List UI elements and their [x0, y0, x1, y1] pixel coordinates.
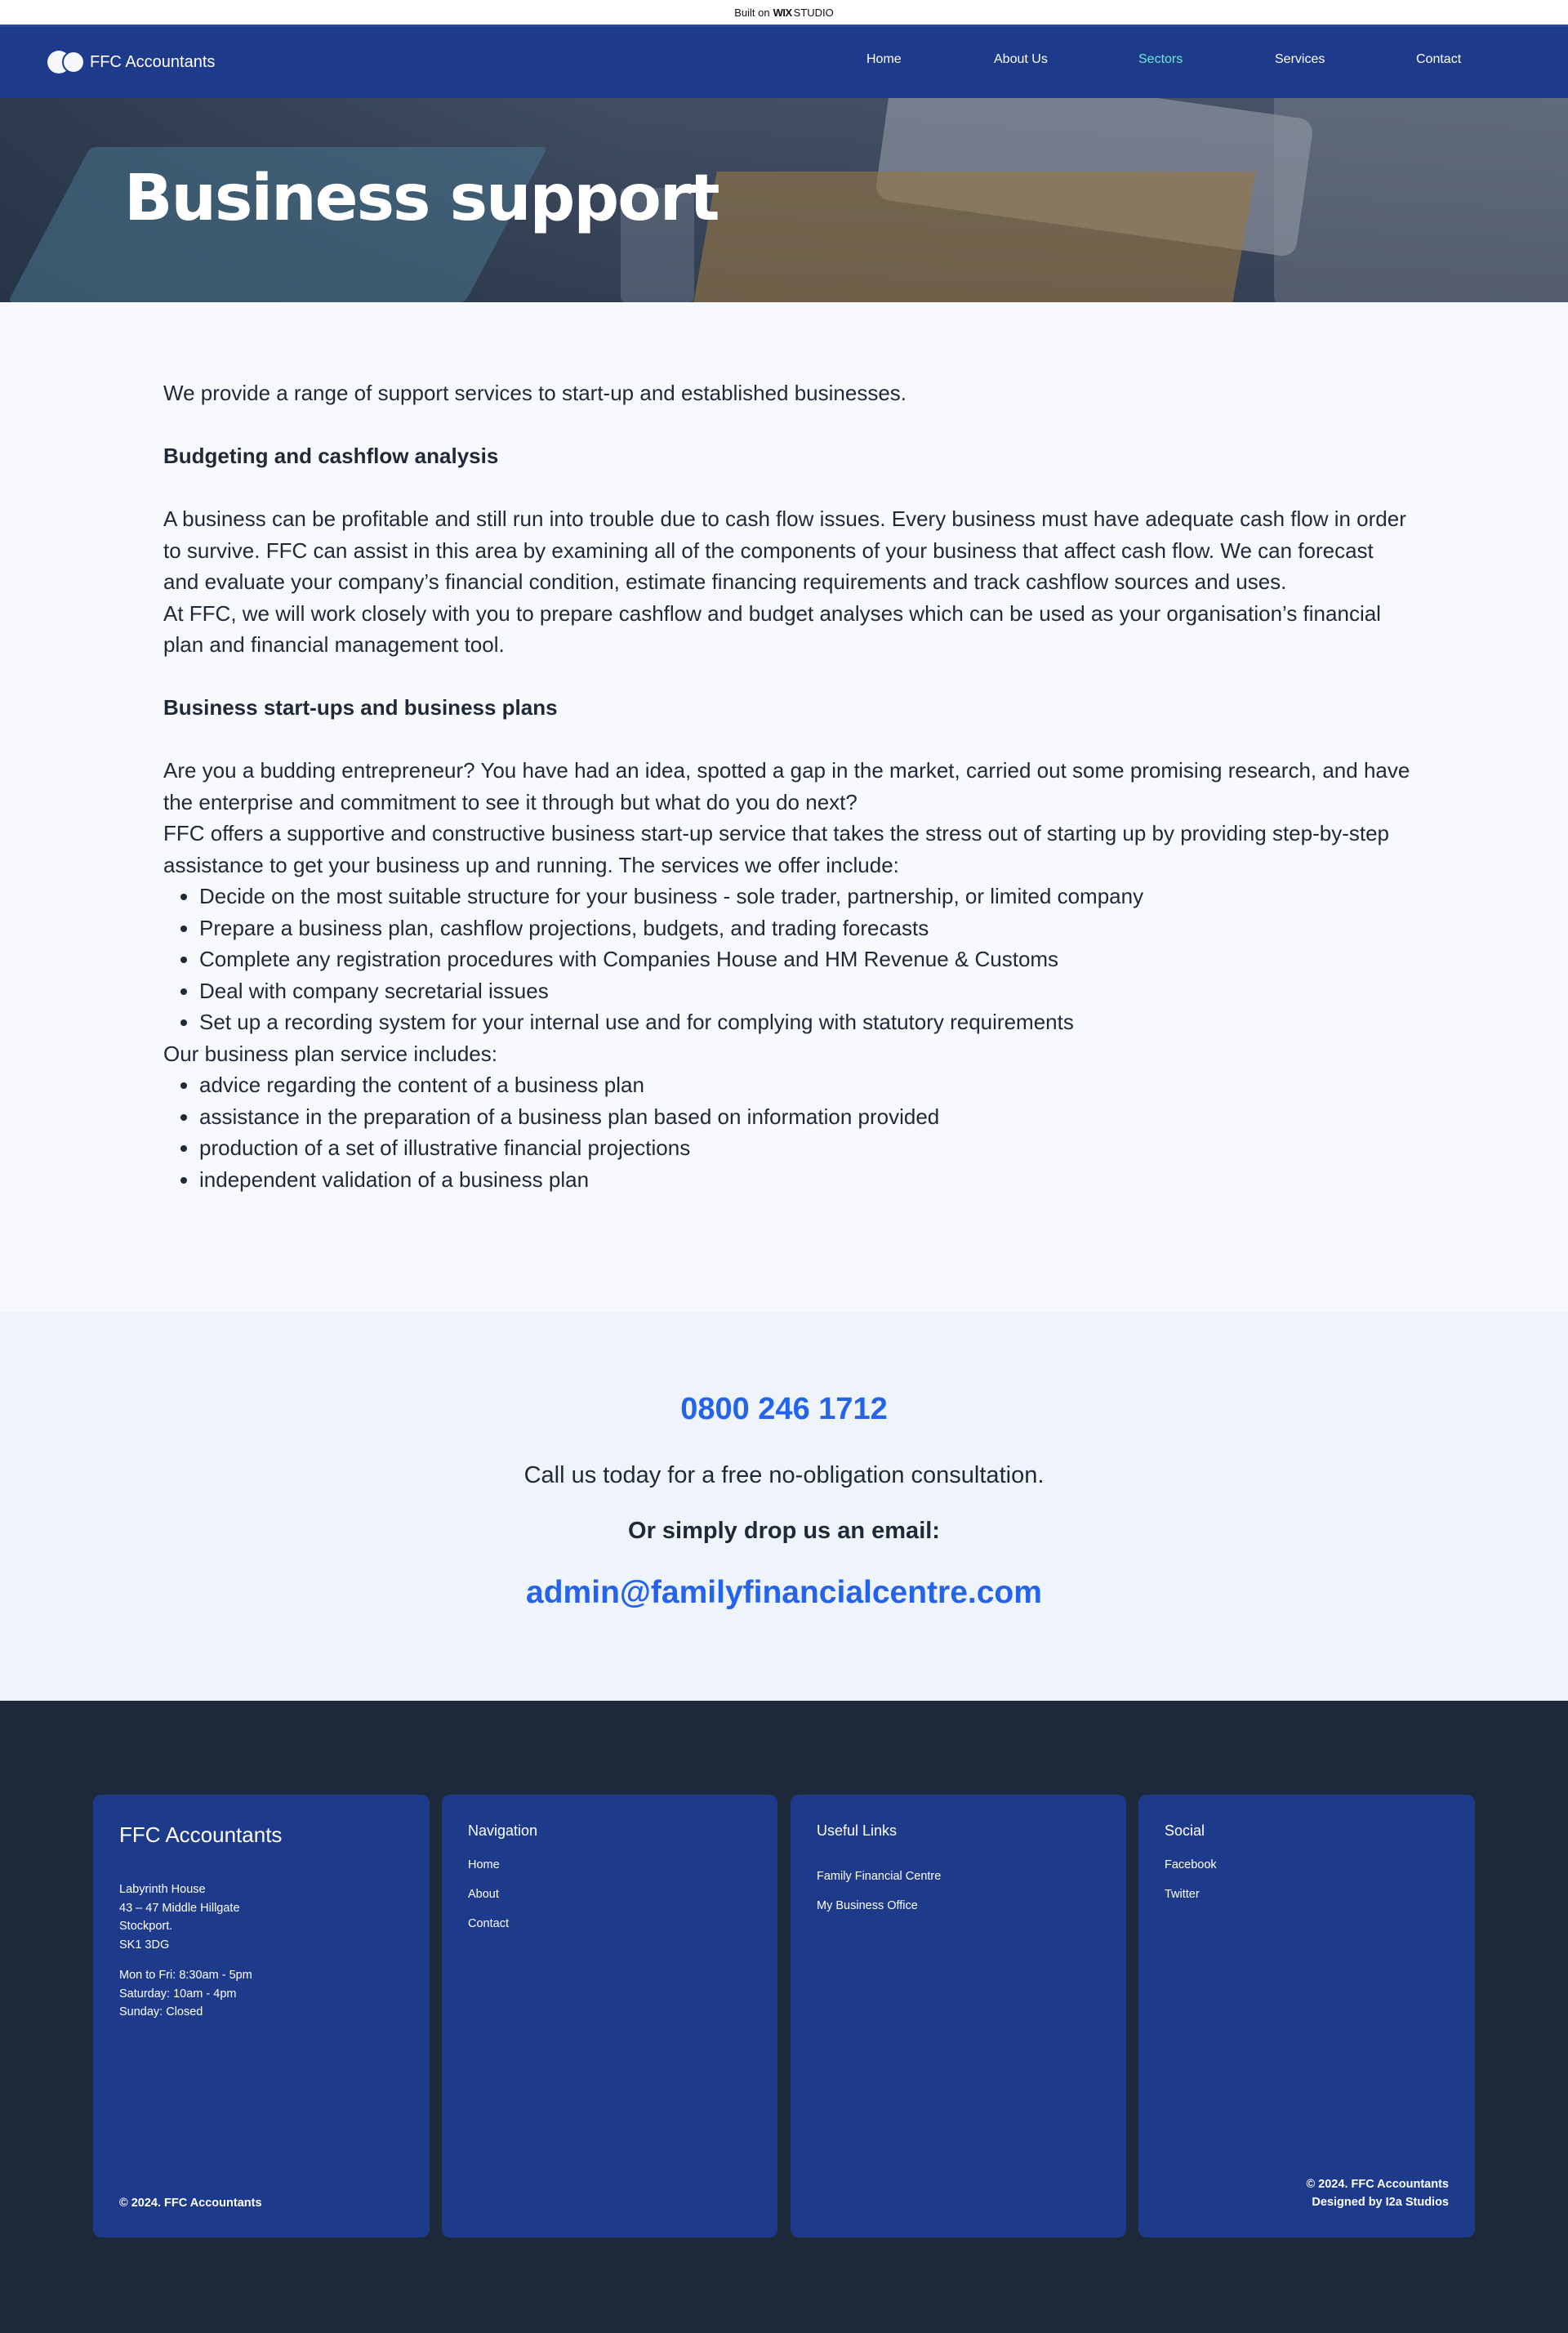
- page-title: Business support: [124, 162, 719, 235]
- list-item: • advice regarding the content of a business plan: [199, 1069, 1413, 1101]
- nav-services[interactable]: Services: [1275, 52, 1325, 66]
- footer-designer-credit[interactable]: Designed by I2a Studios: [1312, 2196, 1449, 2209]
- wix-banner-prefix: Built on: [734, 6, 770, 19]
- business-plan-list: [163, 1069, 1413, 1195]
- footer-navigation-card: [442, 1795, 777, 2237]
- nav-sectors[interactable]: Sectors: [1138, 52, 1183, 66]
- startups-paragraph-2: FFC offers a supportive and constructive business start-up service that takes the stress out of starting up by providing step-by-step assistance to get your business up and running. The services we offer include:: [163, 821, 1390, 877]
- hours-line: Sunday: Closed: [119, 2005, 203, 2019]
- main-content: [0, 302, 1568, 1312]
- budgeting-paragraph-1: A business can be profitable and still run into trouble due to cash flow issues. Every business must have adequate cash flow in order to survive. FFC can assist in this area by examining all of the components of your business that affect cash flow. We can forecast and evaluate your company’s financial condition, estimate financing requirements and track cashflow sources and uses.: [163, 506, 1406, 594]
- email-prompt: Or simply drop us an email:: [628, 1518, 940, 1544]
- list-item: • Set up a recording system for your internal use and for complying with statutory requirements: [199, 1006, 1413, 1038]
- address-line: Labyrinth House: [119, 1883, 206, 1896]
- footer-link-my-business-office[interactable]: My Business Office: [817, 1899, 918, 1912]
- footer-link-family-financial-centre[interactable]: Family Financial Centre: [817, 1870, 942, 1883]
- footer-address: [119, 1880, 240, 1954]
- footer-social-title: Social: [1165, 1822, 1205, 1839]
- nav-about-us[interactable]: About Us: [994, 52, 1048, 66]
- wix-studio-label: STUDIO: [793, 6, 834, 19]
- footer-link-facebook[interactable]: Facebook: [1165, 1858, 1217, 1871]
- list-item: • production of a set of illustrative financial projections: [199, 1132, 1413, 1164]
- list-item: • assistance in the preparation of a business plan based on information provided: [199, 1101, 1413, 1133]
- hero-banner: [0, 98, 1568, 302]
- main-nav: [0, 25, 1568, 98]
- footer-navigation-title: Navigation: [468, 1822, 538, 1839]
- footer-navigation-links: [468, 1858, 509, 1947]
- footer-company-name: FFC Accountants: [119, 1822, 283, 1847]
- address-line: SK1 3DG: [119, 1938, 170, 1952]
- footer-social-copyright: © 2024. FFC Accountants: [1306, 2178, 1449, 2191]
- nav-home[interactable]: Home: [866, 52, 902, 66]
- footer-useful-links-title: Useful Links: [817, 1822, 898, 1839]
- startups-paragraph-1: Are you a budding entrepreneur? You have had an idea, spotted a gap in the market, carried out some promising research, and have the enterprise and commitment to see it through but what do you do next?: [163, 758, 1410, 814]
- footer-link-about[interactable]: About: [468, 1888, 499, 1901]
- footer-link-contact[interactable]: Contact: [468, 1917, 509, 1930]
- budgeting-paragraph-2: At FFC, we will work closely with you to prepare cashflow and budget analyses which can be used as your organisation’s financial plan and financial management tool.: [163, 600, 1381, 657]
- footer-social-card: [1138, 1795, 1475, 2237]
- footer-social-links: [1165, 1858, 1217, 1917]
- list-item: • Deal with company secretarial issues: [199, 975, 1413, 1007]
- list-item: • Complete any registration procedures with Companies House and HM Revenue & Customs: [199, 943, 1413, 975]
- footer-company-card: [93, 1795, 430, 2237]
- wix-banner[interactable]: [0, 0, 1568, 25]
- nav-contact[interactable]: Contact: [1416, 52, 1462, 66]
- list-item: • Prepare a business plan, cashflow projections, budgets, and trading forecasts: [199, 912, 1413, 944]
- intro-text: We provide a range of support services to start-up and established businesses.: [163, 381, 907, 405]
- section-heading-startups: Business start-ups and business plans: [163, 695, 558, 720]
- email-link[interactable]: admin@familyfinancialcentre.com: [526, 1575, 1042, 1610]
- plan-intro-text: Our business plan service includes:: [163, 1041, 497, 1066]
- logo-text: FFC Accountants: [90, 52, 216, 71]
- footer-copyright: © 2024. FFC Accountants: [119, 2197, 262, 2210]
- contact-cta: [0, 1312, 1568, 1701]
- footer-hours: [119, 1966, 252, 2022]
- list-item: • independent validation of a business plan: [199, 1164, 1413, 1196]
- footer-link-home[interactable]: Home: [468, 1858, 500, 1871]
- call-text: Call us today for a free no-obligation consultation.: [523, 1462, 1045, 1488]
- footer-useful-links-card: [791, 1795, 1126, 2237]
- site-footer: [0, 1701, 1568, 2333]
- startup-services-list: [163, 881, 1413, 1038]
- section-heading-budgeting: Budgeting and cashflow analysis: [163, 444, 499, 468]
- hours-line: Saturday: 10am - 4pm: [119, 1987, 237, 2001]
- list-item: • Decide on the most suitable structure for your business - sole trader, partnership, or limited company: [199, 881, 1413, 912]
- footer-credits: [1306, 2175, 1449, 2211]
- wix-logo: WIX: [773, 6, 792, 19]
- footer-useful-links: [817, 1870, 941, 1929]
- address-line: 43 – 47 Middle Hillgate: [119, 1901, 240, 1915]
- hours-line: Mon to Fri: 8:30am - 5pm: [119, 1969, 252, 1982]
- footer-link-twitter[interactable]: Twitter: [1165, 1888, 1200, 1901]
- address-line: Stockport.: [119, 1920, 173, 1933]
- phone-link[interactable]: 0800 246 1712: [680, 1392, 888, 1426]
